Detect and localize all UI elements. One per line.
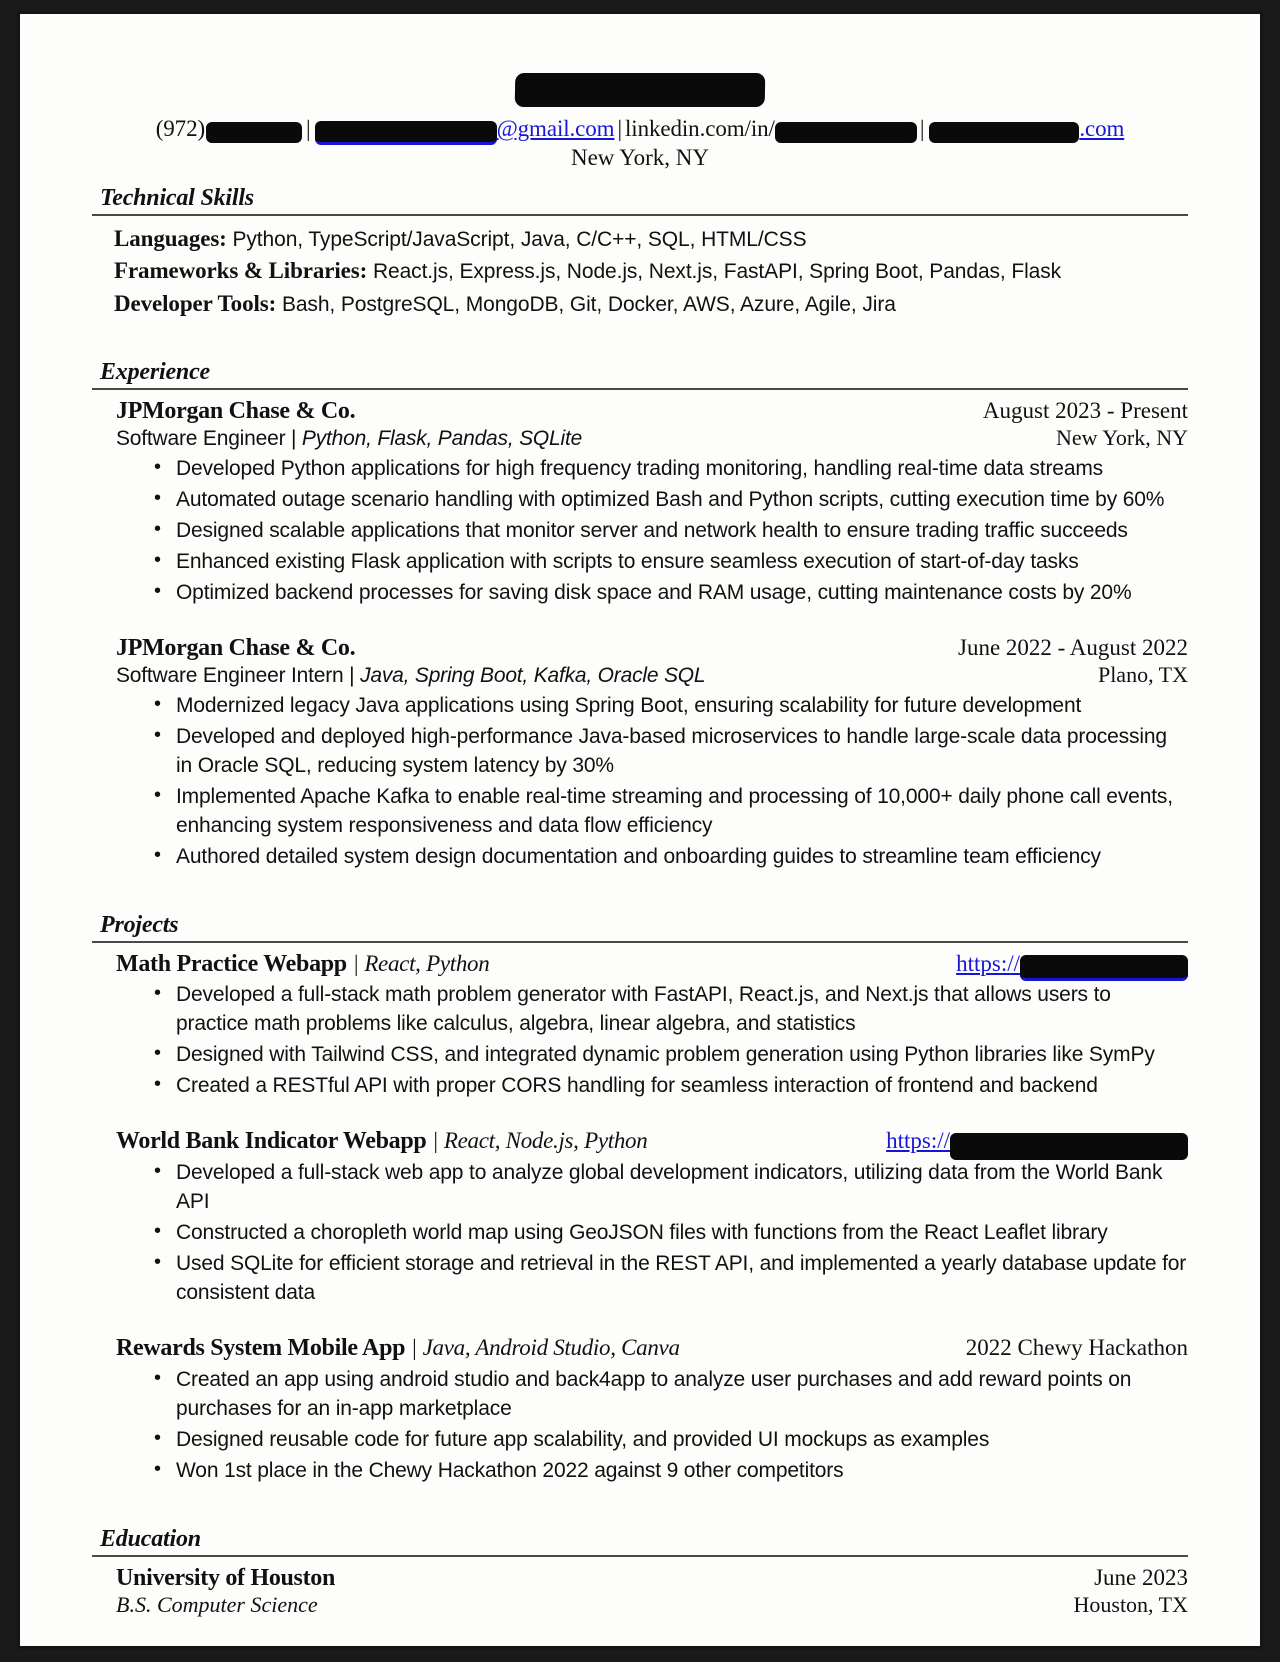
job-tech-stack: Java, Spring Boot, Kafka, Oracle SQL <box>360 664 706 688</box>
skill-label-tools: Developer Tools: <box>114 290 277 316</box>
project-item <box>92 950 1188 1102</box>
project-separator: | <box>410 1334 417 1360</box>
education-item <box>92 1564 1188 1619</box>
skill-label-languages: Languages: <box>114 225 227 251</box>
list-item: • Created an app using android studio and back4app to analyze user purchases and add reward points on purchases for an in-app marketplace <box>150 1366 1188 1424</box>
section-education <box>92 1526 1188 1619</box>
spacer-between-projects <box>92 1103 1188 1127</box>
list-item: • Automated outage scenario handling with optimized Bash and Python scripts, cutting execution time by 60% <box>150 486 1188 515</box>
employer-name: JPMorgan Chase & Co. <box>116 634 356 661</box>
job-title-text: Software Engineer Intern <box>116 664 344 688</box>
job-title-text: Software Engineer <box>116 427 286 451</box>
list-item: • Optimized backend processes for saving disk space and RAM usage, cutting maintenance costs by 20% <box>150 579 1188 608</box>
experience-item <box>92 397 1188 608</box>
skill-value-frameworks: React.js, Express.js, Node.js, Next.js, FastAPI, Spring Boot, Pandas, Flask <box>372 260 1062 284</box>
spacer-between-projects <box>92 1310 1188 1334</box>
project-bullet-list <box>116 1366 1188 1486</box>
experience-bullet-list <box>116 692 1188 872</box>
project-bullet-list <box>116 981 1188 1101</box>
school-location: Houston, TX <box>1073 1592 1188 1618</box>
section-title-education: Education <box>100 1525 201 1552</box>
section-divider-projects <box>92 941 1188 943</box>
school-name: University of Houston <box>116 1564 336 1591</box>
experience-subheader-row <box>116 425 1188 451</box>
redaction-bar-phone <box>206 122 302 143</box>
section-projects <box>92 912 1188 1486</box>
phone-prefix: (972) <box>155 116 206 141</box>
project-item <box>92 1127 1188 1308</box>
list-item: • Developed Python applications for high frequency trading monitoring, handling real-time data streams <box>150 455 1188 484</box>
education-header-row <box>116 1564 1188 1593</box>
redaction-bar-email <box>315 121 497 145</box>
project-item <box>92 1334 1188 1486</box>
job-title <box>116 426 582 451</box>
job-title-separator: | <box>291 427 297 451</box>
employer-name: JPMorgan Chase & Co. <box>116 397 356 424</box>
redaction-bar-project-url <box>1020 955 1188 981</box>
contact-separator-2: | <box>617 116 622 141</box>
spacer-after-experience <box>92 874 1188 898</box>
list-item: • Authored detailed system design documentation and onboarding guides to streamline team efficiency <box>150 843 1188 872</box>
project-link[interactable] <box>886 1127 1188 1155</box>
section-title-skills: Technical Skills <box>100 184 254 211</box>
list-item: • Developed a full-stack math problem generator with FastAPI, React.js, and Next.js that allows users to practice math problems like calculus, algebra, linear algebra, and statistics <box>150 981 1188 1039</box>
spacer-between-jobs <box>92 610 1188 634</box>
experience-subheader-row <box>116 662 1188 688</box>
list-item: • Won 1st place in the Chewy Hackathon 2022 against 9 other competitors <box>150 1457 1188 1486</box>
list-item: • Created a RESTful API with proper CORS handling for seamless interaction of frontend and backend <box>150 1072 1188 1101</box>
project-name <box>116 950 489 979</box>
graduation-date: June 2023 <box>1094 1564 1188 1590</box>
list-item: • Implemented Apache Kafka to enable real-time streaming and processing of 10,000+ daily phone call events, enhancing system responsiveness and data flow efficiency <box>150 783 1188 841</box>
contact-line <box>92 116 1188 143</box>
list-item: • Developed and deployed high-performance Java-based microservices to handle large-scale data processing in Oracle SQL, reducing system latency by 30% <box>150 723 1188 781</box>
experience-item <box>92 634 1188 872</box>
website-suffix[interactable]: .com <box>1079 116 1125 141</box>
linkedin-prefix[interactable]: linkedin.com/in/ <box>625 116 775 141</box>
degree-name: B.S. Computer Science <box>116 1592 318 1618</box>
resume-header <box>92 64 1188 171</box>
project-tech-stack: Java, Android Studio, Canva <box>422 1334 680 1360</box>
project-name <box>116 1127 647 1156</box>
list-item: • Designed scalable applications that monitor server and network health to ensure trading traffic succeeds <box>150 517 1188 546</box>
list-item: • Developed a full-stack web app to analyze global development indicators, utilizing data from the World Bank API <box>150 1159 1188 1217</box>
redaction-bar-linkedin <box>775 122 917 143</box>
education-subheader-row <box>116 1592 1188 1618</box>
experience-bullet-list <box>116 455 1188 608</box>
project-tech-stack: React, Python <box>364 950 490 976</box>
project-bullet-list <box>116 1159 1188 1308</box>
job-location: Plano, TX <box>1097 662 1188 688</box>
project-award-note: 2022 Chewy Hackathon <box>965 1334 1188 1360</box>
job-tech-stack: Python, Flask, Pandas, SQLite <box>301 427 583 451</box>
header-location: New York, NY <box>570 144 709 170</box>
list-item: • Used SQLite for efficient storage and retrieval in the REST API, and implemented a yearly database update for consistent data <box>150 1250 1188 1308</box>
section-divider-education <box>92 1555 1188 1557</box>
job-title <box>116 663 705 688</box>
project-header-row <box>116 1127 1188 1156</box>
resume-content <box>92 64 1188 1619</box>
list-item: • Designed reusable code for future app scalability, and provided UI mockups as examples <box>150 1426 1188 1455</box>
job-location: New York, NY <box>1055 425 1188 451</box>
section-divider-skills <box>92 214 1188 216</box>
section-technical-skills <box>92 185 1188 321</box>
experience-header-row <box>116 634 1188 663</box>
contact-separator-1: | <box>306 116 311 141</box>
skill-line-languages <box>92 223 1188 256</box>
candidate-name <box>92 64 1188 116</box>
skill-value-languages: Python, TypeScript/JavaScript, Java, C/C++, SQL, HTML/CSS <box>232 227 807 251</box>
list-item: • Designed with Tailwind CSS, and integrated dynamic problem generation using Python libraries like SymPy <box>150 1041 1188 1070</box>
skill-value-tools: Bash, PostgreSQL, MongoDB, Git, Docker, AWS, Azure, Agile, Jira <box>281 292 896 316</box>
job-title-separator: | <box>349 664 355 688</box>
project-header-row <box>116 950 1188 979</box>
project-name-text: World Bank Indicator Webapp <box>116 1128 427 1155</box>
list-item: • Enhanced existing Flask application with scripts to ensure seamless execution of start-of-day tasks <box>150 548 1188 577</box>
project-name-text: Rewards System Mobile App <box>116 1334 406 1361</box>
resume-page <box>20 14 1260 1646</box>
project-link-prefix: https:// <box>886 1128 950 1154</box>
skill-label-frameworks: Frameworks & Libraries: <box>114 258 368 284</box>
email-domain[interactable]: @gmail.com <box>496 116 615 141</box>
project-link-prefix: https:// <box>956 950 1020 976</box>
employment-dates: August 2023 - Present <box>982 397 1188 423</box>
section-title-experience: Experience <box>100 358 210 385</box>
project-separator: | <box>352 950 359 976</box>
contact-separator-3: | <box>919 116 925 141</box>
section-title-projects: Projects <box>100 911 179 938</box>
skill-line-tools <box>92 288 1188 321</box>
redaction-bar-name <box>515 73 766 107</box>
list-item: • Modernized legacy Java applications using Spring Boot, ensuring scalability for future development <box>150 692 1188 721</box>
project-name-text: Math Practice Webapp <box>116 950 347 977</box>
project-name <box>116 1334 680 1363</box>
project-tech-stack: React, Node.js, Python <box>443 1128 648 1154</box>
list-item: • Constructed a choropleth world map using GeoJSON files with functions from the React Leaflet library <box>150 1219 1188 1248</box>
skill-line-frameworks <box>92 255 1188 288</box>
employment-dates: June 2022 - August 2022 <box>958 634 1188 660</box>
section-experience <box>92 359 1188 872</box>
project-header-row <box>116 1334 1188 1363</box>
project-link[interactable] <box>956 950 1188 978</box>
spacer-after-skills <box>92 321 1188 345</box>
project-separator: | <box>432 1128 439 1154</box>
redaction-bar-website <box>929 122 1079 143</box>
section-divider-experience <box>92 388 1188 390</box>
experience-header-row <box>116 397 1188 426</box>
spacer-after-projects <box>92 1488 1188 1512</box>
redaction-bar-project-url <box>950 1133 1188 1160</box>
